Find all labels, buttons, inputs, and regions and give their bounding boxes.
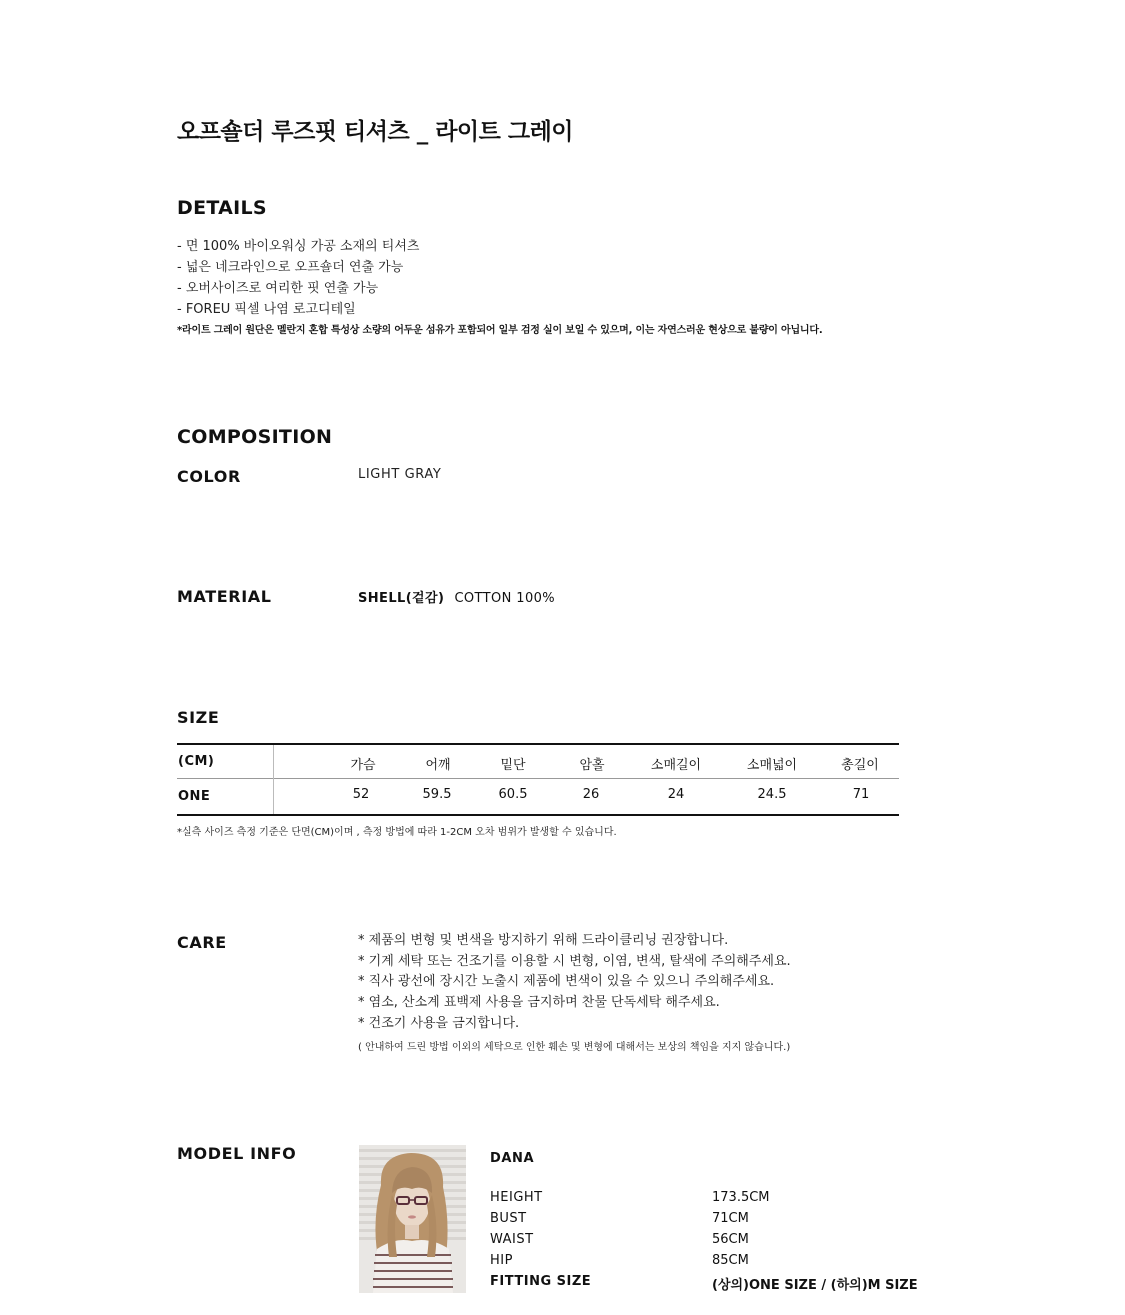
care-heading: CARE [177,933,227,952]
size-column-header: 소매길이 [650,758,702,773]
model-stat-value: 173.5CM [712,1190,770,1205]
table-mid-rule [177,778,899,779]
table-top-rule [177,743,899,745]
model-stat-value: 71CM [712,1211,749,1226]
size-cell: 59.5 [422,787,452,802]
model-stat-label: BUST [490,1211,527,1226]
care-note: ( 안내하여 드린 방법 이외의 세탁으로 인한 훼손 및 변형에 대해서는 보상의 책임을 지지 않습니다.) [358,1042,791,1053]
size-cell: 24.5 [757,787,787,802]
care-list [358,931,791,1035]
details-list [177,236,419,320]
model-stat-label: FITTING SIZE [490,1274,592,1289]
size-row-label: ONE [178,789,211,804]
size-note: *실측 사이즈 측정 기준은 단면(CM)이며 , 측정 방법에 따라 1-2CM 오차 범위가 발생할 수 있습니다. [177,827,617,838]
care-item: * 염소, 산소계 표백제 사용을 금지하며 찬물 단독세탁 해주세요. [358,995,720,1011]
material-label: MATERIAL [177,587,272,606]
material-line [358,587,555,606]
care-item: * 기계 세탁 또는 건조기를 이용할 시 변형, 이염, 변색, 탈색에 주의해주세요. [358,953,791,969]
size-column-header: 어깨 [425,758,451,773]
details-item: - 면 100% 바이오워싱 가공 소재의 티셔츠 [177,239,420,254]
size-cell: 60.5 [498,787,528,802]
material-part: SHELL(겉감) [358,591,445,606]
model-name: DANA [490,1151,535,1166]
color-label: COLOR [177,467,241,486]
color-value: LIGHT GRAY [358,467,442,482]
product-title: 오프숄더 루즈핏 티셔츠 _ 라이트 그레이 [177,119,574,145]
size-column-header: 총길이 [841,758,879,773]
details-item: - 넓은 네크라인으로 오프숄더 연출 가능 [177,260,404,275]
material-value: COTTON 100% [454,591,556,606]
size-column-header: 가슴 [350,758,376,773]
model-stat-value: (상의)ONE SIZE / (하의)M SIZE [712,1278,918,1293]
care-item: * 제품의 변형 및 변색을 방지하기 위해 드라이클리닝 권장합니다. [358,933,729,948]
model-stat-value: 56CM [712,1232,749,1247]
size-cell: 26 [582,787,600,802]
composition-heading: COMPOSITION [177,426,333,448]
details-item: - 오버사이즈로 여리한 핏 연출 가능 [177,281,379,296]
model-stat-label: HEIGHT [490,1190,543,1205]
model-stat-value: 85CM [712,1253,749,1268]
care-item: * 직사 광선에 장시간 노출시 제품에 변색이 있을 수 있으니 주의해주세요. [358,974,775,990]
size-cell: 52 [352,787,370,802]
size-unit-label: (CM) [178,754,215,769]
details-item: - FOREU 픽셀 나염 로고디테일 [177,302,356,317]
size-cell: 24 [667,787,685,802]
model-stat-label: WAIST [490,1232,534,1247]
size-column-header: 암홀 [579,758,605,773]
care-item: * 건조기 사용을 금지합니다. [358,1015,520,1031]
model-stat-label: HIP [490,1253,513,1268]
model-info-heading: MODEL INFO [177,1144,297,1163]
table-column-divider [273,745,274,814]
size-cell: 71 [852,787,870,802]
details-note: *라이트 그레이 원단은 멜란지 혼합 특성상 소량의 어두운 섬유가 포함되어 일부 검정 실이 보일 수 있으며, 이는 자연스러운 현상으로 불량이 아닙니다. [177,325,823,336]
size-heading: SIZE [177,708,220,727]
details-heading: DETAILS [177,197,267,219]
size-column-header: 밑단 [500,758,526,773]
table-bottom-rule [177,814,899,816]
model-photo [359,1145,466,1293]
size-column-header: 소매넓이 [746,758,798,773]
